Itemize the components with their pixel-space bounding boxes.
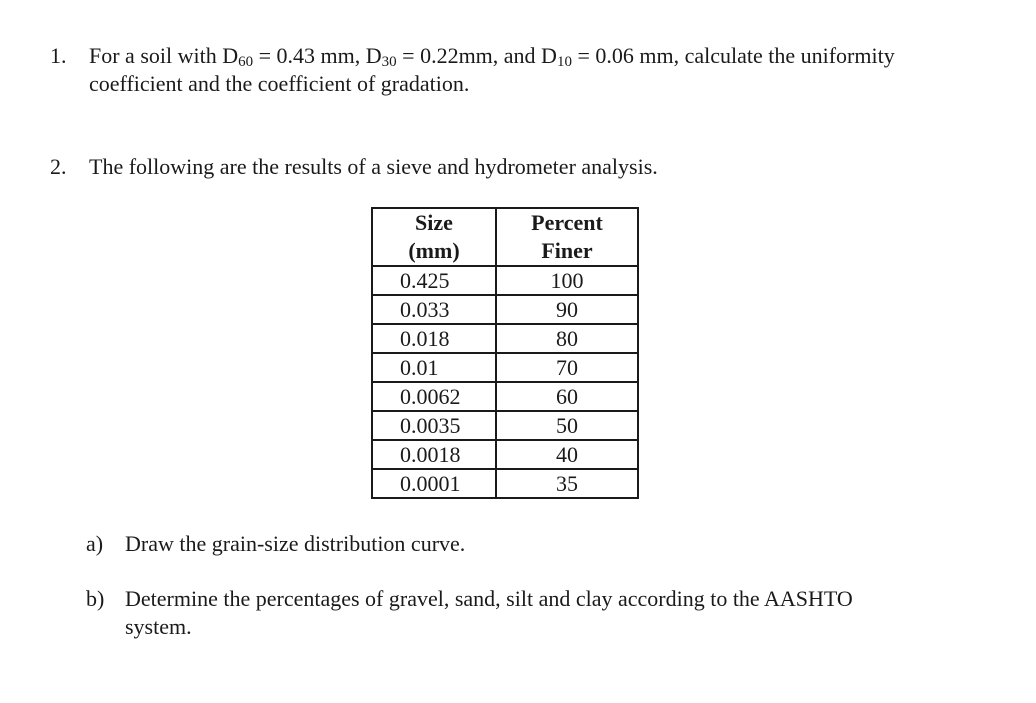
header-size-line-2: (mm)	[408, 238, 460, 263]
table-row	[372, 295, 638, 324]
q1-text-b: = 0.22mm, and D	[396, 43, 557, 68]
size-cell: 0.0018	[372, 440, 496, 469]
size-cell: 0.018	[372, 324, 496, 353]
size-cell: 0.0001	[372, 469, 496, 498]
table-row	[372, 324, 638, 353]
question-1-text	[89, 42, 990, 98]
table-row	[372, 266, 638, 295]
sub-question-b	[86, 585, 986, 641]
table-row	[372, 469, 638, 498]
header-size	[372, 208, 496, 266]
size-cell: 0.033	[372, 295, 496, 324]
sub-question-a-label: a)	[86, 531, 104, 556]
question-2-number: 2.	[50, 154, 67, 179]
sieve-hydrometer-table	[371, 207, 639, 499]
question-2	[50, 153, 990, 181]
percent-cell: 90	[496, 295, 638, 324]
q1-text-c: = 0.06 mm, calculate the uniformity	[571, 43, 895, 68]
table-row	[372, 411, 638, 440]
percent-cell: 40	[496, 440, 638, 469]
sub-question-b-line-2: system.	[125, 614, 192, 639]
sub-question-b-line-1: Determine the percentages of gravel, sand, silt and clay according to the AASHTO	[125, 586, 853, 611]
d10-subscript: 10	[556, 54, 572, 70]
percent-cell: 100	[496, 266, 638, 295]
question-1	[50, 42, 990, 98]
sub-question-b-text	[125, 585, 986, 641]
question-1-number: 1.	[50, 43, 67, 68]
q1-text-pre: For a soil with D	[89, 43, 239, 68]
header-percent-finer	[496, 208, 638, 266]
percent-cell: 70	[496, 353, 638, 382]
header-size-line-1: Size	[415, 210, 453, 235]
table-header-row	[372, 208, 638, 266]
percent-cell: 80	[496, 324, 638, 353]
percent-cell: 60	[496, 382, 638, 411]
header-pct-line-1: Percent	[531, 210, 603, 235]
header-pct-line-2: Finer	[541, 238, 593, 263]
d60-subscript: 60	[238, 54, 254, 70]
sub-question-a	[86, 530, 986, 558]
q1-line-2: coefficient and the coefficient of gradation.	[89, 71, 470, 96]
size-cell: 0.425	[372, 266, 496, 295]
table-row	[372, 382, 638, 411]
q1-text-a: = 0.43 mm, D	[253, 43, 382, 68]
d30-subscript: 30	[381, 54, 397, 70]
size-cell: 0.01	[372, 353, 496, 382]
size-cell: 0.0035	[372, 411, 496, 440]
sub-question-b-label: b)	[86, 586, 105, 611]
question-2-text: The following are the results of a sieve and hydrometer analysis.	[89, 154, 658, 179]
size-cell: 0.0062	[372, 382, 496, 411]
percent-cell: 35	[496, 469, 638, 498]
table-row	[372, 440, 638, 469]
sub-question-a-text: Draw the grain-size distribution curve.	[125, 531, 466, 556]
percent-cell: 50	[496, 411, 638, 440]
table-row	[372, 353, 638, 382]
